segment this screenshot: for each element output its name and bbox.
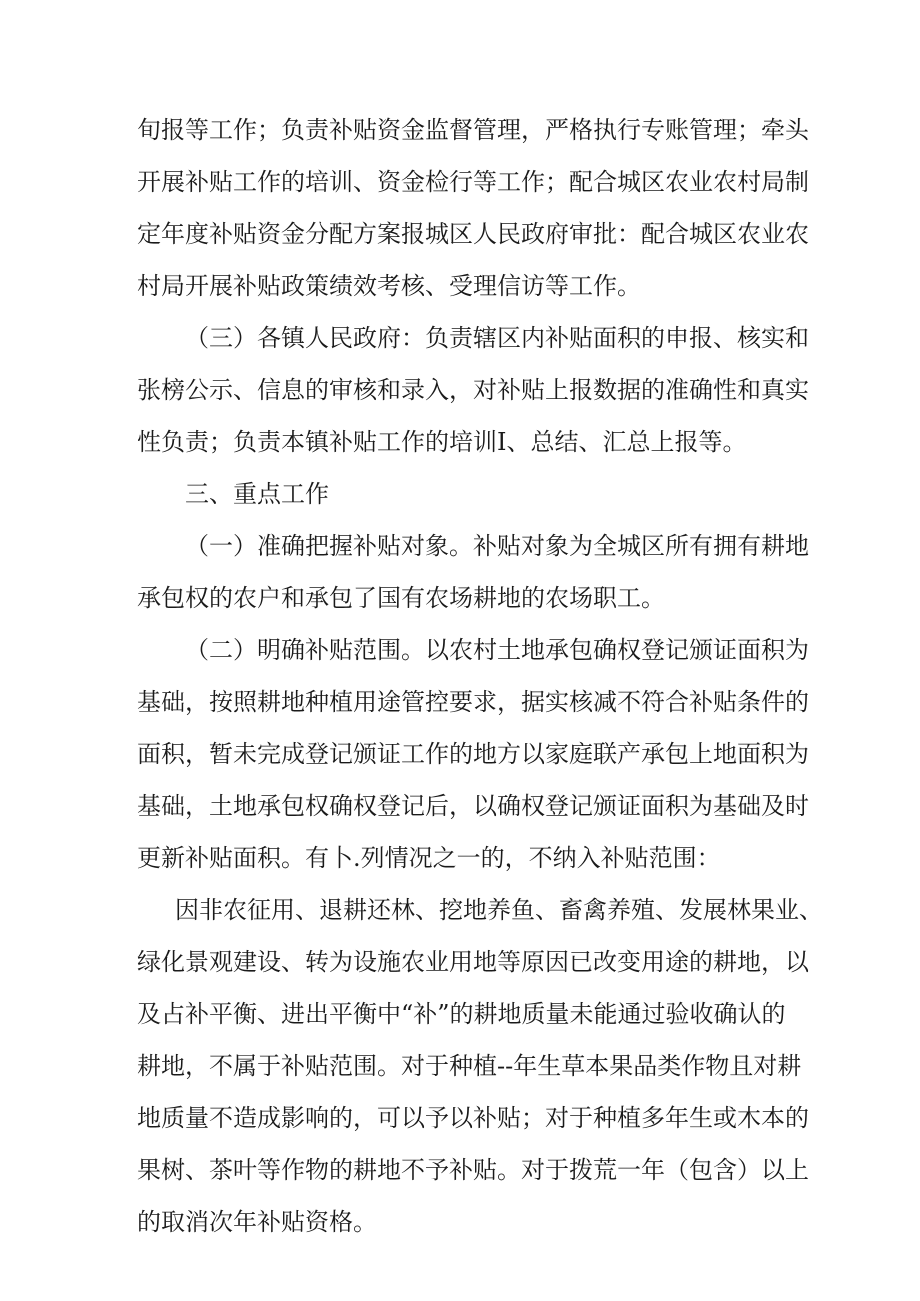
text-line: 张榜公示、信息的审核和录入，对补贴上报数据的准确性和真实	[137, 376, 809, 404]
text-line: 基础，按照耕地种植用途管控要求，据实核减不符合补贴条件的	[137, 688, 809, 716]
text-line: 性负责；负责本镇补贴工作的培训I、总结、汇总上报等。	[137, 428, 747, 456]
text-line: 及占补平衡、进出平衡中“补”的耕地质量未能通过验收确认的	[137, 1000, 786, 1028]
text-line: 耕地，不属于补贴范围。对于种植--年生草本果品类作物且对耕	[137, 1052, 802, 1080]
document-body	[137, 104, 823, 1248]
text-line: 定年度补贴资金分配方案报城区人民政府审批：配合城区农业农	[137, 220, 809, 248]
text-line: 因非农征用、退耕还林、挖地养鱼、畜禽养殖、发展林果业、	[175, 896, 823, 924]
text-line: 地质量不造成影响的，可以予以补贴；对于种植多年生或木本的	[137, 1104, 809, 1132]
text-line: 面积，暂未完成登记颁证工作的地方以家庭联产承包上地面积为	[137, 740, 809, 768]
text-line: 开展补贴工作的培训、资金检行等工作；配合城区农业农村局制	[137, 168, 809, 196]
text-line: 村局开展补贴政策绩效考核、受理信访等工作。	[137, 272, 641, 300]
text-line: 绿化景观建设、转为设施农业用地等原因已改变用途的耕地，以	[137, 948, 809, 976]
text-line: 的取消次年补贴资格。	[137, 1208, 377, 1236]
text-line: （二）明确补贴范围。以农村土地承包确权登记颁证面积为	[185, 636, 809, 664]
text-line: （一）准确把握补贴对象。补贴对象为全城区所有拥有耕地	[185, 532, 809, 560]
section-heading: 三、重点工作	[185, 480, 329, 508]
text-line: 承包权的农户和承包了国有农场耕地的农场职工。	[137, 584, 665, 612]
text-line: （三）各镇人民政府：负责辖区内补贴面积的申报、核实和	[185, 324, 809, 352]
text-line: 基础，土地承包权确权登记后，以确权登记颁证面积为基础及时	[137, 792, 809, 820]
text-line: 果树、茶叶等作物的耕地不予补贴。对于拨荒一年（包含）以上	[137, 1156, 809, 1184]
text-line: 旬报等工作；负责补贴资金监督管理，严格执行专账管理；牵头	[137, 116, 809, 144]
text-line: 更新补贴面积。有卜.列情况之一的，不纳入补贴范围：	[137, 844, 721, 872]
